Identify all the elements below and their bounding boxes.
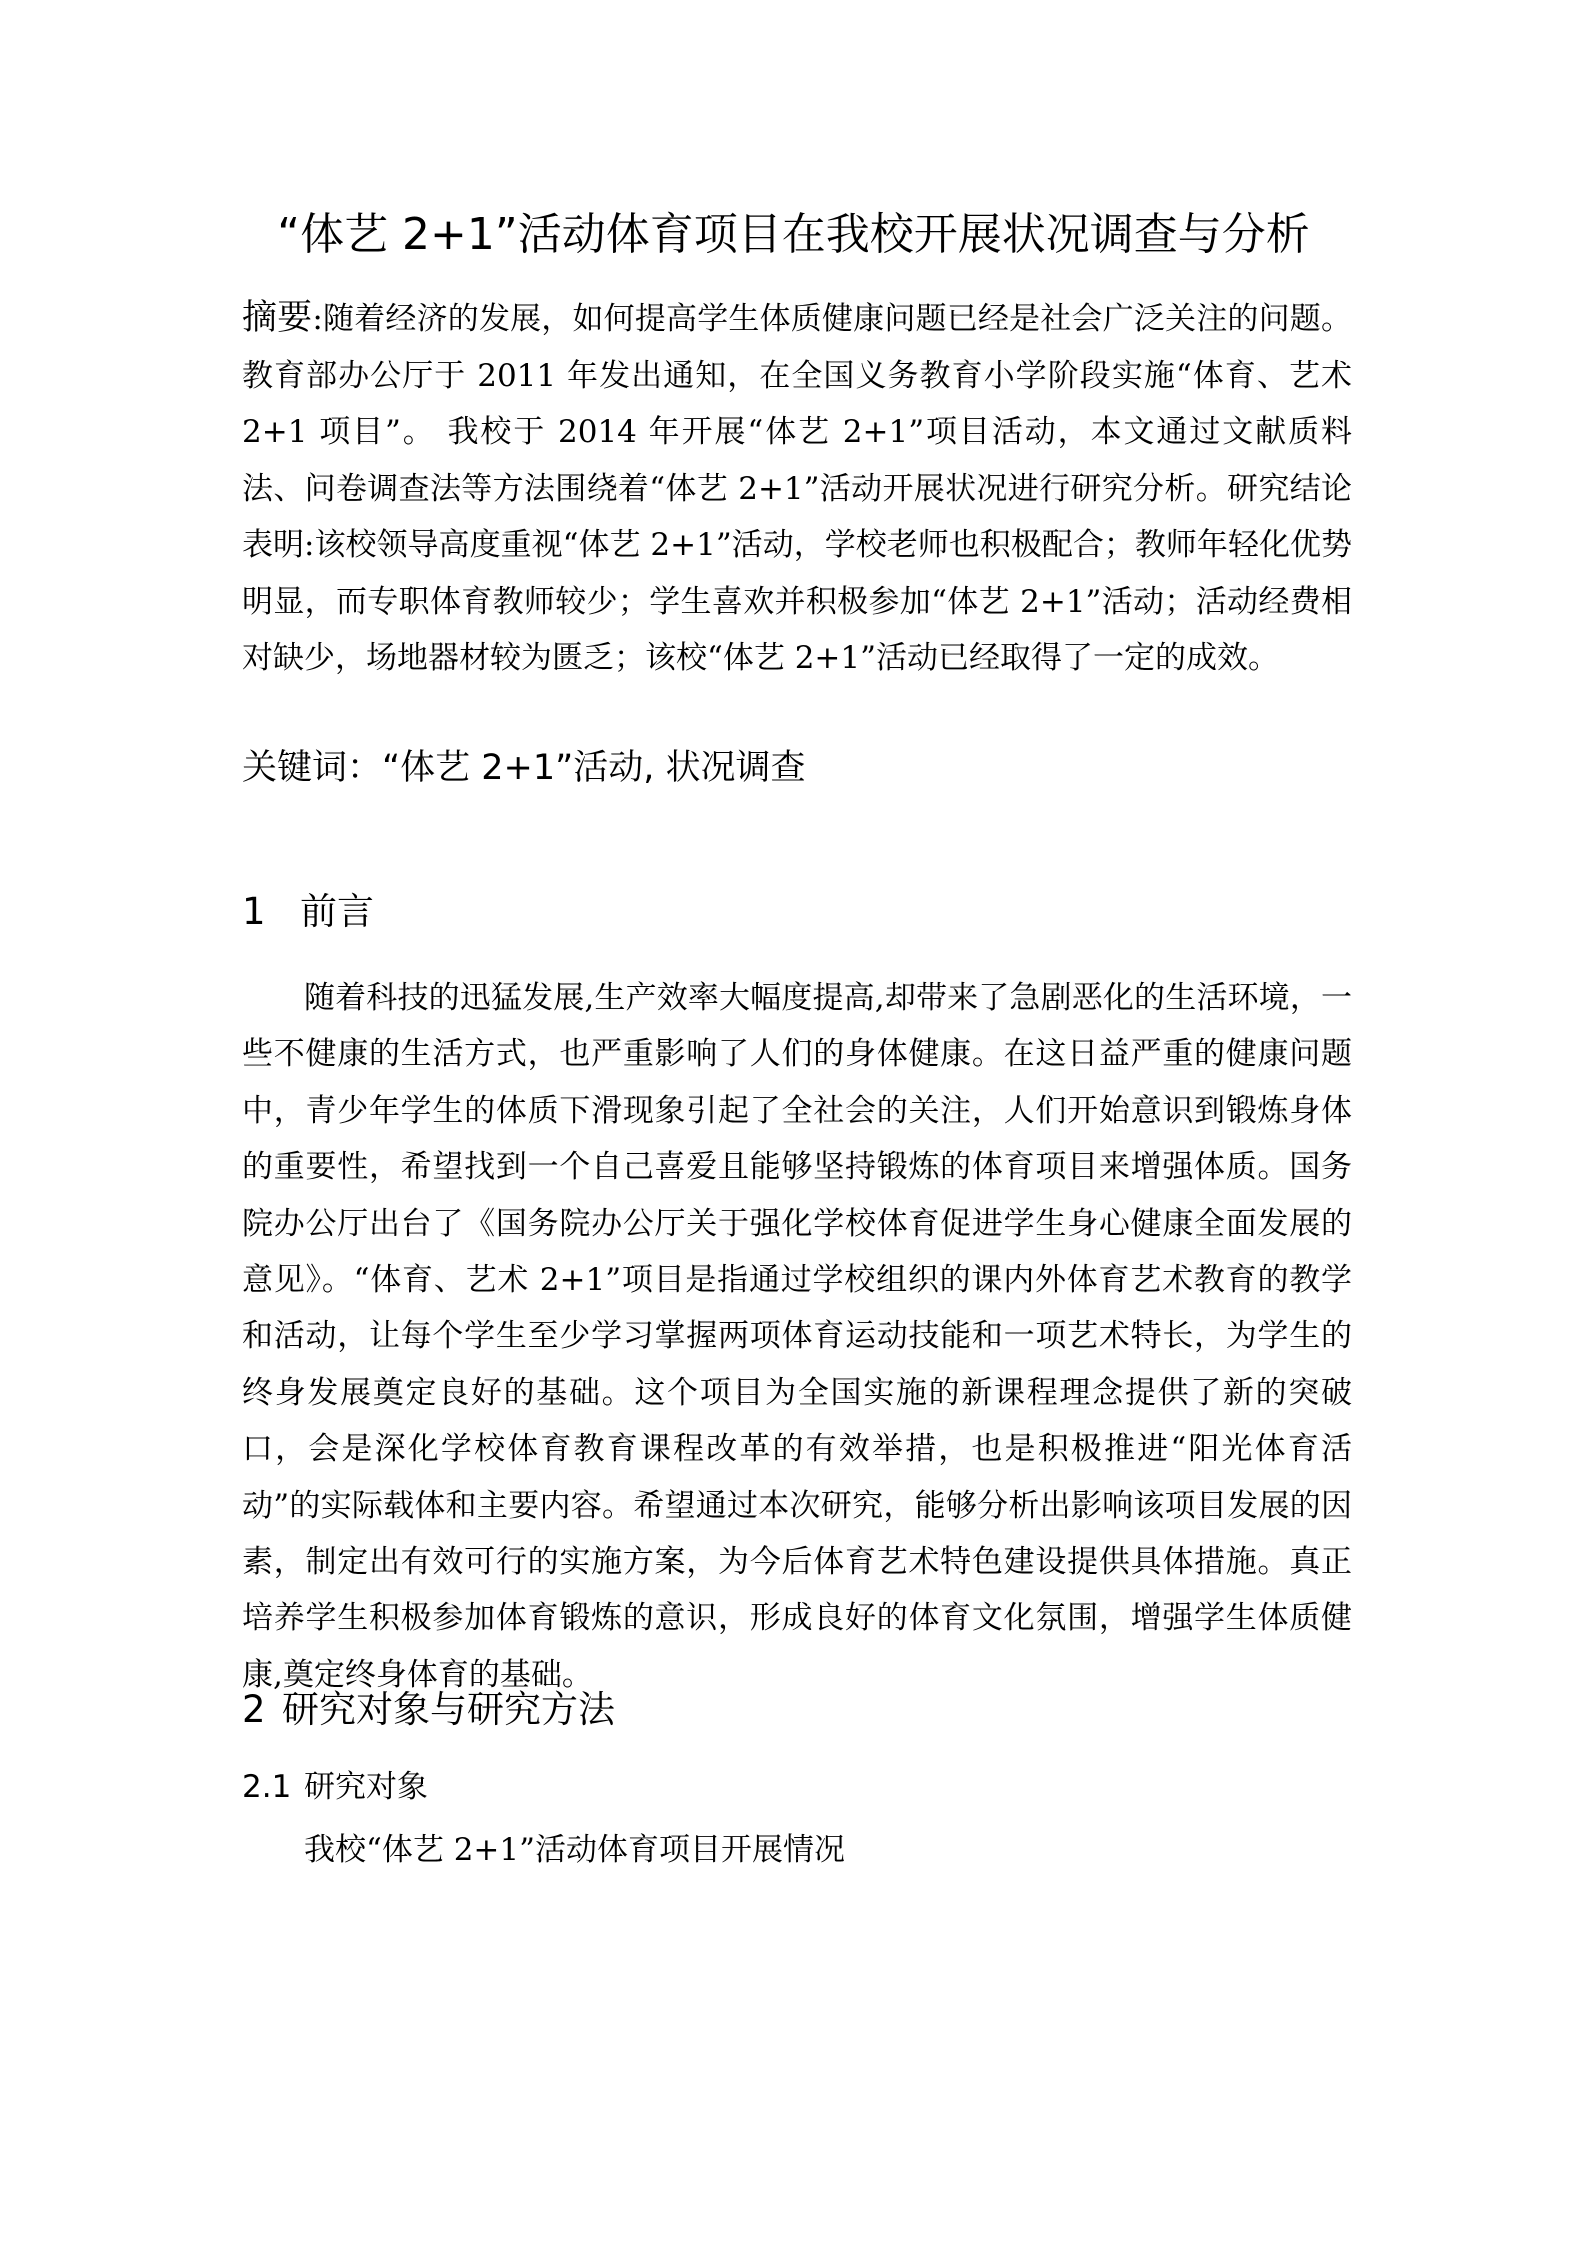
keywords: 关键词：“体艺 2+1”活动, 状况调查 [242, 748, 806, 788]
page-title: “体艺 2+1”活动体育项目在我校开展状况调查与分析 [277, 209, 1310, 260]
intro-paragraph: 随着科技的迅猛发展,生产效率大幅度提高,却带来了急剧恶化的生活环境，一些不健康的生活方式，也严重影响了人们的身体健康。在这日益严重的健康问题中，青少年学生的体质下滑现象引起了全社会的关注，人们开始意识到锻炼身体的重要性，希望找到一个自己喜爱且能够坚持锻炼的体育项目来增强体质。国务院办公厅出台了《国务院办公厅关于强化学校体育促进学生身心健康全面发展的意见》。“体育、艺术 2+1”项目是指通过学校组织的课内外体育艺术教育的教学和活动，让每个学生至少学习掌握两项体育运动技能和一项艺术特长，为学生的终身发展奠定良好的基础。这个项目为全国实施的新课程理念提供了新的突破口，会是深化学校体育教育课程改革的有效举措，也是积极推进“阳光体育活动”的实际载体和主要内容。希望通过本次研究，能够分析出影响该项目发展的因素，制定出有效可行的实施方案，为今后体育艺术特色建设提供具体措施。真正培养学生积极参加体育锻炼的意识，形成良好的体育文化氛围，增强学生体质健康,奠定终身体育的基础。 [242, 980, 1352, 1693]
section-title: 前言 [300, 890, 374, 933]
subsection-title: 研究对象 [304, 1769, 428, 1805]
subsection-heading-2-1 [242, 1762, 428, 1812]
abstract-text: :随着经济的发展，如何提高学生体质健康问题已经是社会广泛关注的问题。 教育部办公厅于 2011 年发出通知，在全国义务教育小学阶段实施“体育、艺术 2+1 项目”。 我校于 2014 年开展“体艺 2+1”项目活动，本文通过文献质料法、问卷调查法等方法围绕着“体艺 2+1”活动开展状况进行研究分析。研究结论表明:该校领导高度重视“体艺 2+1”活动，学校老师也积极配合；教师年轻化优势明显，而专职体育教师较少；学生喜欢并积极参加“体艺 2+1”活动；活动经费相对缺少，场地器材较为匮乏；该校“体艺 2+1”活动已经取得了一定的成效。 [242, 301, 1352, 676]
section-heading-2 [242, 1680, 615, 1740]
subsection-paragraph: 我校“体艺 2+1”活动体育项目开展情况 [304, 1832, 845, 1868]
section-heading-1 [242, 882, 374, 942]
abstract [242, 290, 1352, 687]
abstract-label: 摘要 [242, 298, 313, 338]
subsection-number: 2.1 [242, 1769, 292, 1805]
section-number: 2 [242, 1688, 266, 1731]
section-title: 研究对象与研究方法 [282, 1688, 615, 1731]
section-number: 1 [242, 890, 266, 933]
